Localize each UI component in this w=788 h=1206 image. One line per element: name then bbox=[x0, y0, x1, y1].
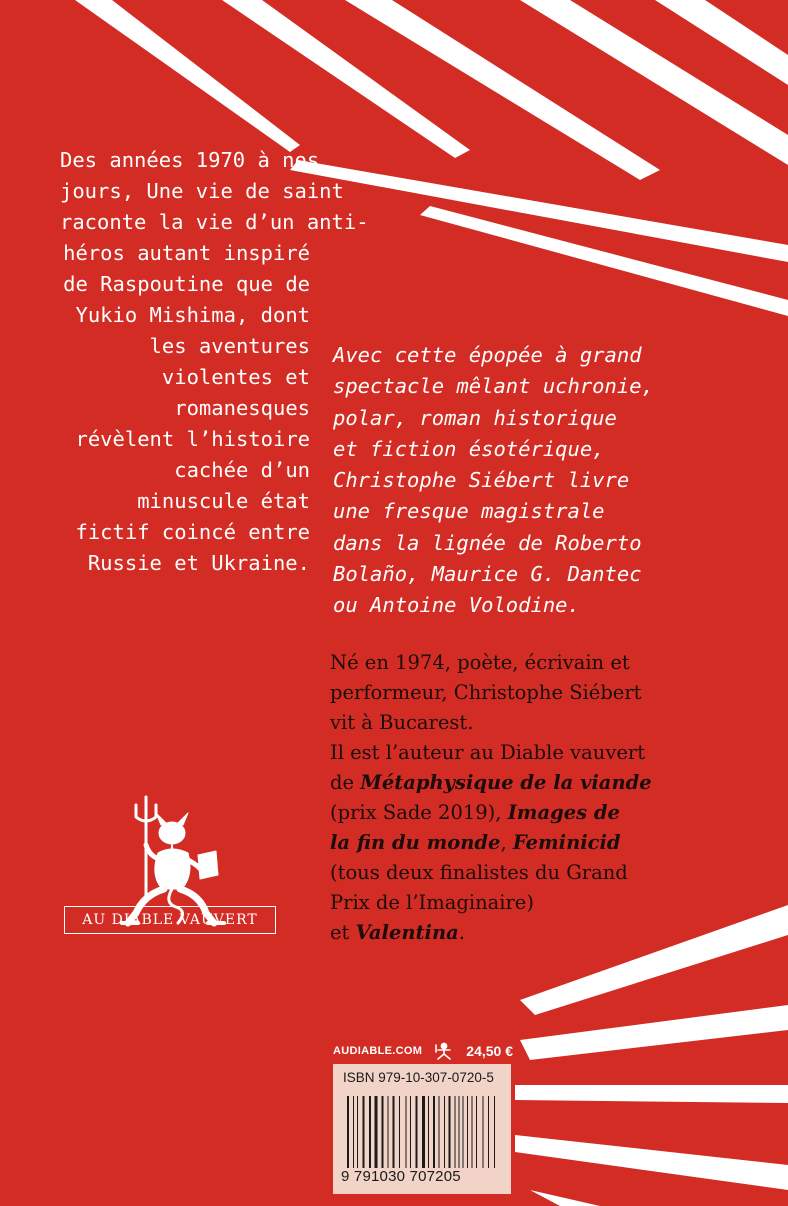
blurb-line: fictif coincé entre bbox=[75, 520, 310, 544]
blurb-line: spectacle mêlant uchronie, bbox=[333, 374, 654, 399]
blurb-line: dans la lignée de Roberto bbox=[333, 530, 642, 555]
barcode-bar bbox=[406, 1096, 407, 1168]
blurb-line: ou Antoine Volodine. bbox=[333, 593, 580, 618]
barcode-bar bbox=[353, 1096, 354, 1168]
barcode-bar bbox=[488, 1096, 489, 1168]
barcode-bar bbox=[363, 1096, 365, 1168]
publisher-website: AUDIABLE.COM bbox=[333, 1045, 423, 1057]
bio-line: Né en 1974, poète, écrivain et bbox=[330, 651, 630, 674]
price-row bbox=[333, 1040, 513, 1062]
blurb-line: les aventures bbox=[149, 334, 310, 358]
barcode-bar bbox=[494, 1096, 495, 1168]
barcode-bar bbox=[449, 1096, 451, 1168]
bio-line: (tous deux finalistes du Grand bbox=[330, 861, 628, 884]
blurb-line: Avec cette épopée à grand bbox=[333, 343, 642, 367]
blurb-line: Russie et Ukraine. bbox=[87, 551, 310, 575]
blurb-line: Des années 1970 à nos bbox=[60, 148, 320, 172]
blurb-line: cachée d’un bbox=[174, 458, 310, 482]
blurb-line: Yukio Mishima, dont bbox=[75, 303, 310, 327]
barcode-bar bbox=[357, 1096, 358, 1168]
price: 24,50 € bbox=[466, 1043, 513, 1059]
bio-line bbox=[330, 768, 670, 798]
blurb-line: révèlent l’histoire bbox=[75, 427, 310, 451]
blurb-line: Christophe Siébert livre bbox=[333, 468, 630, 493]
bio-line: performeur, Christophe Siébert bbox=[330, 681, 642, 704]
stripe bbox=[530, 1190, 600, 1206]
barcode-bar bbox=[472, 1096, 473, 1168]
bio-text: . bbox=[458, 921, 465, 944]
barcode-bar bbox=[347, 1096, 349, 1168]
barcode-bar bbox=[476, 1096, 477, 1168]
barcode-bar bbox=[410, 1096, 411, 1168]
blurb-left bbox=[60, 145, 369, 579]
book-title: Feminicid bbox=[512, 831, 621, 854]
blurb-line: romanesques bbox=[174, 396, 310, 420]
stripe bbox=[520, 1005, 788, 1060]
barcode-bar bbox=[439, 1096, 440, 1168]
blurb-line: polar, roman historique bbox=[333, 405, 617, 430]
barcode-bar bbox=[375, 1096, 378, 1168]
blurb-line: et fiction ésotérique, bbox=[333, 436, 605, 461]
barcode-bar bbox=[433, 1096, 435, 1168]
barcode-panel bbox=[333, 1064, 511, 1194]
publisher-logo-label: AU DIABLE VAUVERT bbox=[64, 906, 276, 934]
blurb-line: une fresque magistrale bbox=[333, 499, 605, 524]
book-title: Métaphysique de la viande bbox=[360, 771, 652, 794]
stripe bbox=[222, 0, 470, 158]
blurb-line: minuscule état bbox=[137, 489, 310, 513]
barcode-bar bbox=[393, 1096, 395, 1168]
barcode-bar bbox=[399, 1096, 400, 1168]
barcode-bar bbox=[428, 1096, 429, 1168]
stripe bbox=[515, 1135, 788, 1190]
bio-text: (prix Sade 2019), bbox=[330, 801, 508, 824]
bio-text: , bbox=[500, 831, 513, 854]
barcode-bar bbox=[422, 1096, 425, 1168]
blurb-line: héros autant inspiré bbox=[63, 241, 310, 265]
bio-line bbox=[330, 798, 670, 828]
barcode-bar bbox=[369, 1096, 371, 1168]
barcode-bar bbox=[382, 1096, 384, 1168]
bio-line bbox=[330, 918, 670, 948]
barcode-bar bbox=[416, 1096, 418, 1168]
isbn-text: ISBN 979-10-307-0720-5 bbox=[343, 1070, 494, 1085]
bio-text: de bbox=[330, 771, 361, 794]
barcode-digits: 9 791030 707205 bbox=[341, 1168, 461, 1185]
stripe bbox=[520, 0, 788, 165]
blurb-line: violentes et bbox=[161, 365, 310, 389]
bio-line: Prix de l’Imaginaire) bbox=[330, 891, 534, 914]
author-bio bbox=[330, 648, 670, 948]
book-title: la fin du monde bbox=[330, 831, 501, 854]
stripe bbox=[515, 1085, 788, 1103]
blurb-line: raconte la vie d’un anti- bbox=[60, 210, 369, 234]
blurb-line: jours, Une vie de saint bbox=[60, 179, 344, 203]
barcode-bar bbox=[388, 1096, 389, 1168]
blurb-line: de Raspoutine que de bbox=[63, 272, 310, 296]
bio-line: Il est l’auteur au Diable vauvert bbox=[330, 741, 646, 764]
barcode-bar bbox=[463, 1096, 464, 1168]
bio-line: vit à Bucarest. bbox=[330, 711, 474, 734]
barcode bbox=[347, 1096, 499, 1168]
barcode-bar bbox=[459, 1096, 460, 1168]
barcode-bar bbox=[455, 1096, 456, 1168]
barcode-bar bbox=[444, 1096, 445, 1168]
barcode-bar bbox=[483, 1096, 484, 1168]
barcode-bar bbox=[467, 1096, 468, 1168]
devil-mini-icon bbox=[433, 1042, 455, 1060]
bio-text: et bbox=[330, 921, 356, 944]
blurb-right bbox=[333, 340, 753, 622]
bio-line bbox=[330, 828, 670, 858]
book-title: Images de bbox=[507, 801, 620, 824]
book-title: Valentina bbox=[355, 921, 459, 944]
blurb-line: Bolaño, Maurice G. Dantec bbox=[333, 562, 642, 587]
